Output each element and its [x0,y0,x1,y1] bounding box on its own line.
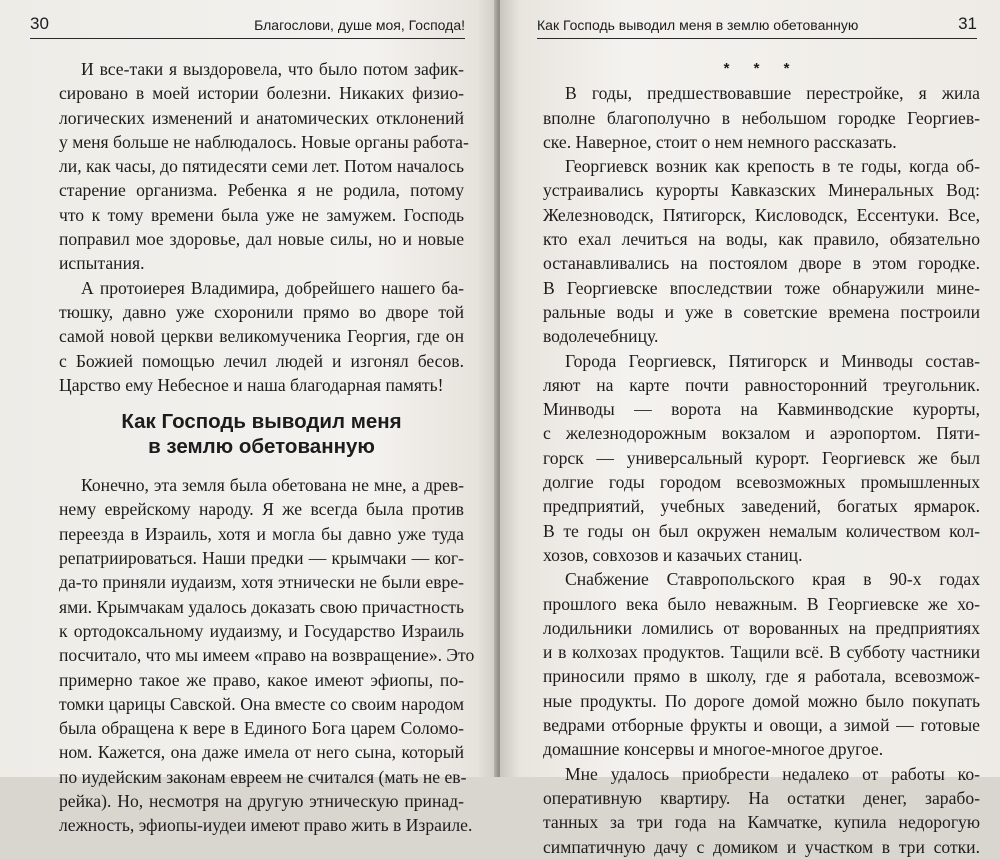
text-line: Железноводск, Пятигорск, Кисловодск, Ессентуки. Все, [543,204,980,225]
text-line: долгие годы городом всевозможных промышленных [543,472,980,493]
text-line: В те годы он был окружен немалым количеством кол- [543,520,980,541]
paragraph [543,154,980,348]
text-line: посчитало, что мы имеем «право на возвращение». Это [59,645,475,666]
text-line: ли, как часы, до пятидесяти семи лет. Потом началось [59,156,464,177]
text-line: вполне благополучно в небольшом городке Георгиев- [543,107,980,128]
text-line: И все-таки я выздоровела, что было потом зафик- [81,59,464,79]
text-line: старение организма. Ребенка я не родила, потому [59,180,464,201]
text-line: тюшку, давно уже схоронили прямо во дворе той [59,301,464,322]
text-line: устраивались курорты Кавказских Минеральных Вод: [543,180,980,201]
text-line: переезда в Израиль, хотя и могла бы давно уже туда [59,523,464,544]
text-line: оперативную квартиру. На остатки денег, зарабо- [543,787,980,808]
left-page-body [59,57,475,838]
text-line: с Божией помощью лечил людей и изгонял бесов. [59,350,464,371]
text-line: ведрами отборные фрукты и овощи, а зимой — готовые [543,715,980,736]
text-line: Города Георгиевск, Пятигорск и Минводы состав- [565,350,980,371]
text-line: сировано в моей истории болезни. Никаких физио- [59,83,464,104]
text-line: симпатичную дачу с домиком и участком в три сотки. [543,836,980,857]
text-line: В Георгиевске впоследствии тоже обнаружили мине- [543,277,980,298]
text-line: по иудейским законам евреем не считался (мать не ев- [59,766,467,787]
text-line: приносили прямо в школу, где я работала, всевозмож- [543,666,980,687]
text-line: останавливались на постоялом дворе в этом городке. [543,253,980,274]
text-line: примерно такое же право, какое имеют эфиопы, по- [59,669,464,690]
text-line: ные продукты. По дороге домой можно было покупать [543,690,980,711]
left-page [0,0,497,836]
right-page-header [537,12,977,39]
paragraph [543,567,980,761]
text-line: лежность, эфиопы-иудеи имеют право жить в Израиле. [59,815,473,836]
text-line: ске. Наверное, стоит о нем немного рассказать. [543,131,897,152]
left-page-header [30,12,465,39]
paragraph [59,57,469,276]
text-line: что к тому времени была уже не замужем. Господь [59,204,464,225]
running-title: Благослови, душе моя, Господа! [254,17,465,33]
section-separator: * * * [723,60,800,77]
text-line: А протоиерея Владимира, добрейшего нашего ба- [81,277,464,298]
text-line: логических изменений и анатомических отклонений [59,107,464,128]
text-line: Конечно, эта земля была обетована не мне, а древ- [81,475,464,496]
text-line: Царство ему Небесное и наша благодарная память! [59,374,444,395]
text-line: предприятий, учебных заведений, богатых ярмарок. [543,496,980,517]
text-line: у меня больше не наблюдалось. Новые органы работа- [59,131,469,152]
text-line: испытания. [59,253,145,274]
text-line: Мне удалось приобрести недалеко от работы ко- [565,763,980,784]
paragraph [543,81,980,154]
text-line: рейка). Но, несмотря на другую этническую принад- [59,791,464,812]
text-line: лодильники ломились от ворованных на предприятиях [543,617,980,638]
text-line: да-то приняли иудаизм, хотя этнически не были евре- [59,572,464,593]
text-line: В годы, предшествовавшие перестройке, я жила [565,83,980,104]
text-line: Минводы — ворота на Кавминводские курорты, [543,399,980,420]
text-line: кто ехал лечиться на воды, как правило, обязательно [543,229,980,250]
text-line: Снабжение Ставропольского края в 90-х годах [565,569,980,590]
text-line: томки царицы Савской. Она вместе со своим народом [59,693,464,714]
text-line: поправил мое здоровье, дал новые силы, но и новые [59,229,464,250]
running-title: Как Господь выводил меня в землю обетованную [537,17,859,33]
chapter-title-line: Как Господь выводил меня [121,410,402,434]
text-line: репатриироваться. Наши предки — крымчаки — ког- [59,548,464,569]
text-line: Георгиевск возник как крепость в те годы, когда об- [565,156,980,177]
text-line: танных за три года на Камчатке, купила недорогую [543,812,980,833]
text-line: к ортодоксальному иудаизму, и Государство Израиль [59,620,464,641]
right-page-body [543,57,980,859]
text-line: ями. Крымчакам удалось доказать свою причастность [59,596,464,617]
text-line: горск — универсальный курорт. Георгиевск же был [543,447,980,468]
text-line: домашние консервы и многое-многое другое. [543,739,884,760]
text-line: ном. Кажется, она даже имела от него сына, который [59,742,464,763]
right-page [500,0,1000,857]
text-line: и в колхозах продуктов. Тащили всё. В субботу частники [543,642,980,663]
text-line: нему еврейскому народу. Я же всегда была против [59,499,464,520]
text-line: ральные воды и уже в советские времена построили [543,301,980,322]
paragraph [543,349,980,568]
paragraph [59,473,475,837]
page-number: 31 [958,14,977,33]
text-line: прошлого века было неважным. В Георгиевске же хо- [543,593,980,614]
chapter-title-line: в землю обетованную [148,435,375,459]
page-number: 30 [30,14,49,33]
paragraph [543,762,980,859]
text-line: хозов, совхозов и казачьих станиц. [543,544,803,565]
text-line: ляют на карте почти равносторонний треугольник. [543,374,980,395]
text-line: водолечебницу. [543,326,659,347]
chapter-title [59,409,464,459]
text-line: самой новой церкви великомученика Георгия, где он [59,326,464,347]
text-line: была обращена к вере в Единого Бога царем Соломо- [59,718,464,739]
paragraph [59,276,464,397]
text-line: с железнодорожным вокзалом и аэропортом. Пяти- [543,423,980,444]
